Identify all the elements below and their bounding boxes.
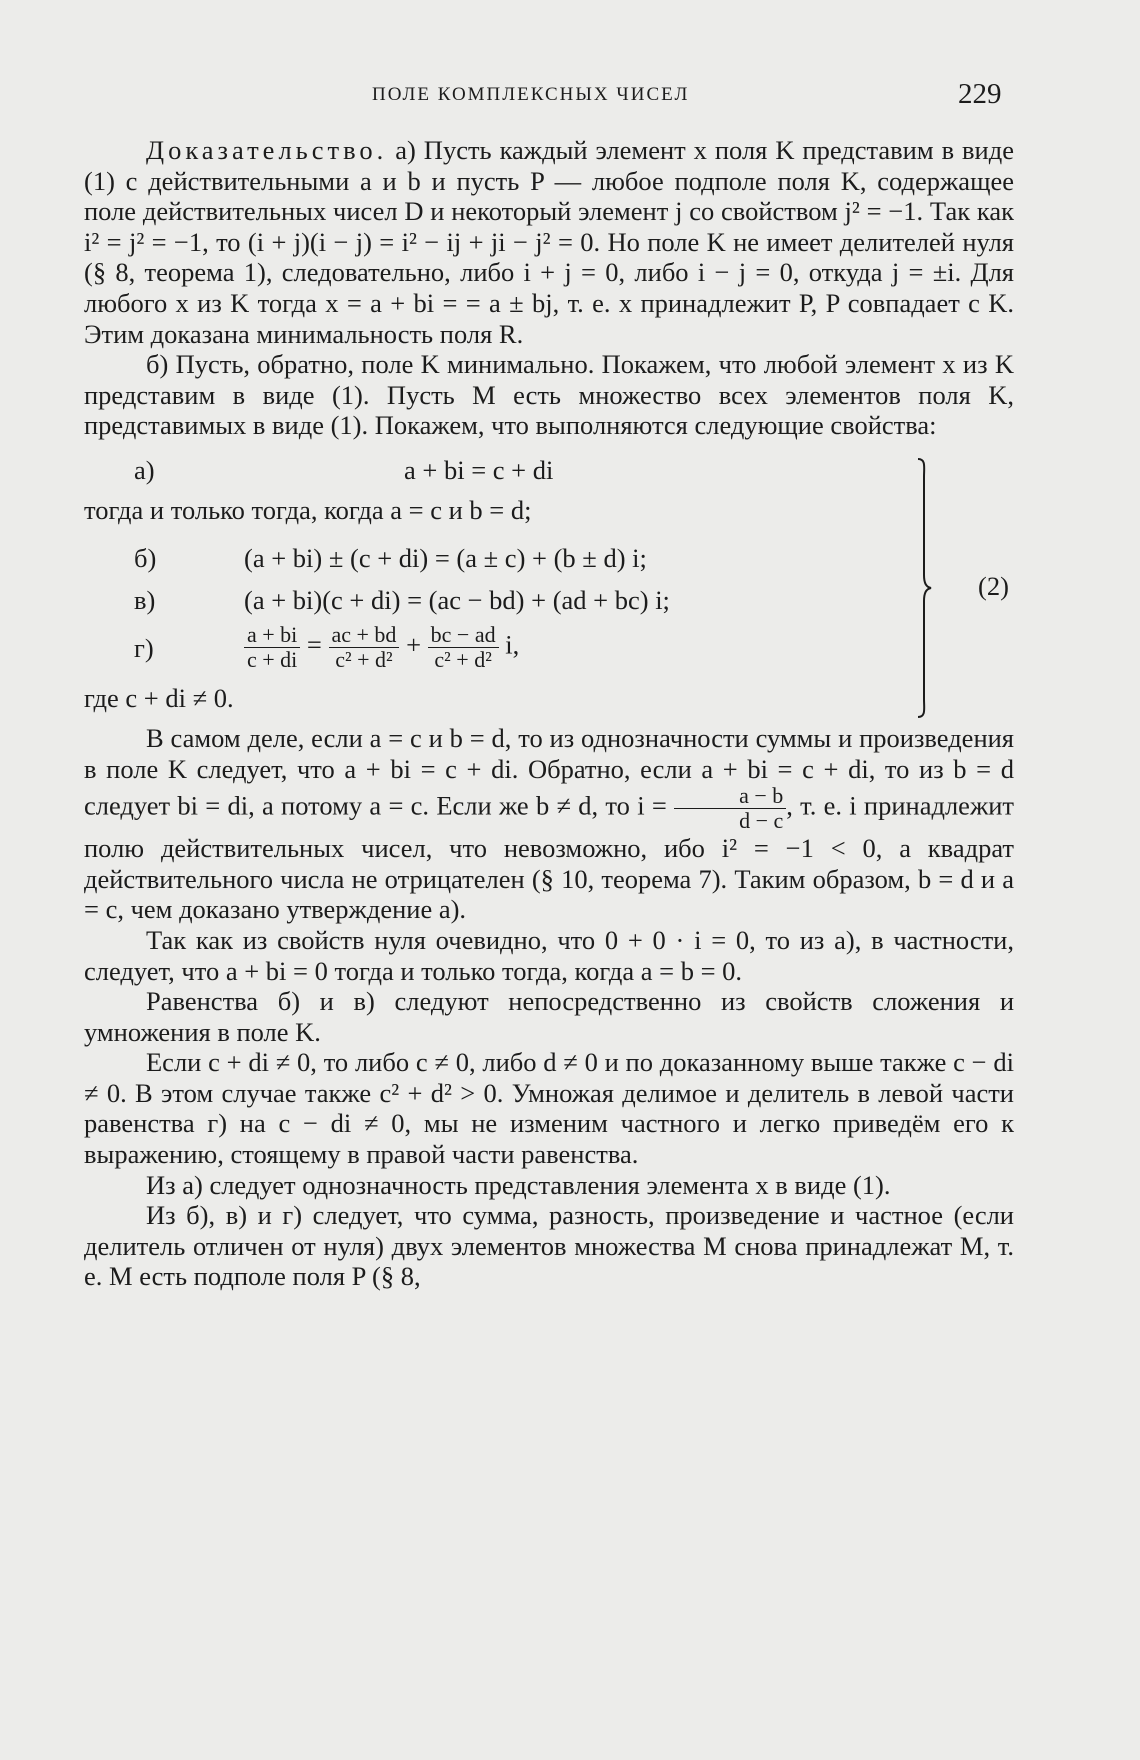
fraction-real-numerator: ac + bd <box>329 623 400 648</box>
fraction-lhs <box>244 623 300 672</box>
paragraph-3-part-b: , т. е. i принадлежит полю действительных чисел, что невозможно, ибо i² = −1 < 0, а квадрат действительного числа не отрицателен (§ 10, теорема 7). Таким образом, b = d и a = c, чем доказано утверждение а). <box>84 790 1015 925</box>
right-brace-icon <box>918 457 932 719</box>
equation-a-label: а) <box>134 454 155 485</box>
paragraph-3-part-a: В самом деле, если a = c и b = d, то из однозначности суммы и произведения в поле K следует, что a + bi = c + di. Обратно, если a + bi = c + di, то из b = d следует bi = di, а потому a = c. Если же b ≠ d, то i = <box>84 722 1014 821</box>
fraction-imag-numerator: bc − ad <box>428 623 499 648</box>
equation-where-text: где c + di ≠ 0. <box>84 682 234 713</box>
proof-paragraph-2: б) Пусть, обратно, поле K минимально. Покажем, что любой элемент x из K представим в виде (1). Пусть M есть множество всех элементов поля K, представимых в виде (1). Покажем, что выполняются следующие свойства: <box>84 349 1014 441</box>
plus-sign: + <box>406 629 422 660</box>
page-body <box>84 135 1014 1292</box>
equation-b-expr: (a + bi) ± (c + di) = (a ± c) + (b ± d) i; <box>244 542 647 573</box>
paragraph-3 <box>84 723 1014 925</box>
fraction-imag <box>428 623 499 672</box>
fraction-i-numerator: a − b <box>674 784 786 809</box>
fraction-lhs-numerator: a + bi <box>244 623 300 648</box>
equation-b-label: б) <box>134 542 157 573</box>
fraction-i-denominator: d − c <box>739 808 784 834</box>
equation-g-label: г) <box>134 632 154 663</box>
equation-v-label: в) <box>134 584 156 615</box>
equals-sign: = <box>306 629 322 660</box>
proof-text-1: а) Пусть каждый элемент x поля K представим в виде (1) с действительными a и b и пусть P — любое подполе поля K, содержащее поле действительных чисел D и некоторый элемент j со свойством j² = −1. Так как i² = j² = −1, то (i + j)(i − j) = i² − ij + ji − j² = 0. Но поле K не имеет делителей нуля (§ 8, теорема 1), следовательно, либо i + j = 0, либо i − j = 0, откуда j = ±i. Для любого x из K тогда x = a + bi = = a ± bj, т. е. x принадлежит P, P совпадает с K. Этим доказана минимальность поля R. <box>84 135 1014 349</box>
fraction-real-denominator: c² + d² <box>335 646 393 672</box>
running-header <box>0 78 1140 118</box>
paragraph-8: Из б), в) и г) следует, что сумма, разность, произведение и частное (если делитель отличен от нуля) двух элементов множества M снова принадлежат M, т. е. M есть подполе поля P (§ 8, <box>84 1200 1014 1292</box>
equation-system-2 <box>84 451 1014 719</box>
equation-number: (2) <box>978 570 1009 601</box>
paragraph-5: Равенства б) и в) следуют непосредственно из свойств сложения и умножения в поле K. <box>84 986 1014 1047</box>
paragraph-4: Так как из свойств нуля очевидно, что 0 + 0 · i = 0, то из а), в частности, следует, что a + bi = 0 тогда и только тогда, когда a = b = 0. <box>84 924 1014 986</box>
fraction-i <box>674 784 786 833</box>
equation-g-expr <box>244 623 519 672</box>
equation-a-expr: a + bi = c + di <box>404 454 554 485</box>
proof-label: Доказательство. <box>146 135 388 165</box>
equation-a-condition-text: тогда и только тогда, когда a = c и b = d; <box>84 494 532 525</box>
page-number: 229 <box>958 78 1002 110</box>
equation-g-tail: i, <box>505 629 520 660</box>
paragraph-7: Из а) следует однозначность представления элемента x в виде (1). <box>146 1169 891 1200</box>
running-title: ПОЛЕ КОМПЛЕКСНЫХ ЧИСЕЛ <box>372 84 690 105</box>
fraction-real <box>329 623 400 672</box>
fraction-lhs-denominator: c + di <box>247 646 298 672</box>
proof-paragraph-1 <box>84 135 1014 349</box>
equation-v-expr: (a + bi)(c + di) = (ac − bd) + (ad + bc) i; <box>244 584 670 615</box>
fraction-imag-denominator: c² + d² <box>434 646 492 672</box>
paragraph-6: Если c + di ≠ 0, то либо c ≠ 0, либо d ≠ 0 и по доказанному выше также c − di ≠ 0. В этом случае также c² + d² > 0. Умножая делимое и делитель в левой части равенства г) на c − di ≠ 0, мы не изменим частного и легко приведём его к выражению, стоящему в правой части равенства. <box>84 1047 1014 1170</box>
